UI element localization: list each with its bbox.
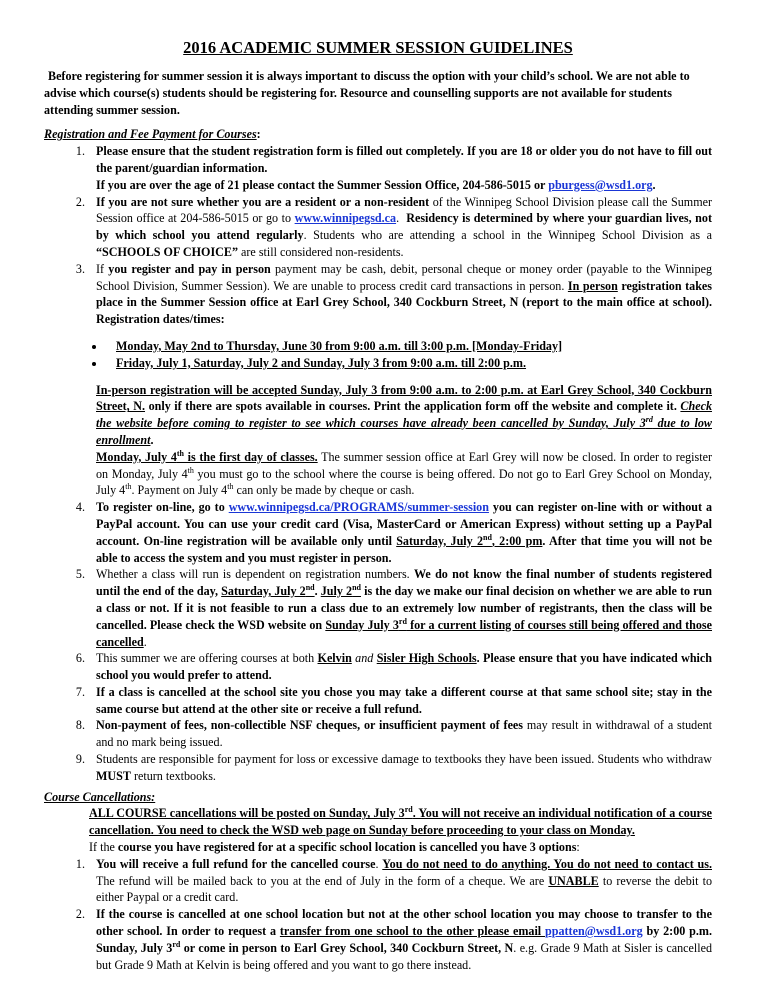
page-title: 2016 ACADEMIC SUMMER SESSION GUIDELINES — [183, 38, 573, 57]
list-item: 5. Whether a class will run is dependent on registration numbers. We do not know the final number of students registered until the end of the day, Saturday, July 2nd. July 2nd is the day we make our final decision on whether we are able to run a class or not. If it is not feasible to run a class due to an extremely low number of registrants, then the class will be cancelled. Please check the WSD website on Sunday July 3rd for a current listing of courses still being offered and those cancelled. — [88, 566, 712, 650]
item-9-a: Students are responsible for payment for loss or excessive damage to textbooks they have been issued. Students who withdraw — [96, 752, 712, 767]
cancellation-notice: ALL COURSE cancellations will be posted on Sunday, July 3rd. You will not receive an individual notification of a course cancellation. You need to check the WSD web page on Sunday before proceeding to your class on Monday. — [89, 805, 712, 838]
first-day-note: Monday, July 4th is the first day of classes. — [96, 448, 318, 464]
item-8-b: may result in withdrawal of a student and no mark being issued. — [96, 718, 712, 750]
in-person-note: In-person registration will be accepted Sunday, July 3 from 9:00 a.m. to 2:00 p.m. at Earl Grey School, 340 Cockburn Street, N. only if there are spots available in courses. Print the application form off the website and complete it. Check the website before coming to register to see which courses have already been cancelled by Sunday, July 3rd due to low enrollment. Monday, July 4th is the first day of classes. The summer session office at Earl Grey will now be closed. In order to register on Monday, July 4th you must go to the school where the course is being offered. Do not go to Earl Grey School on Monday, July 4th. Payment on July 4th can only be made by cheque or cash. — [96, 382, 712, 498]
list-item — [88, 684, 712, 718]
item-5-f: is the day we make our final decision on whether we are able to run a class or not. If it is not feasible to run a class due to an extremely low number of registrants, then the class will be cancelled. Please check the WSD website on — [96, 584, 712, 632]
item-8-a: Non-payment of fees, non-collectible NSF cheques, or insufficient payment of fees — [96, 718, 524, 733]
registration-heading: Registration and Fee Payment for Courses — [44, 127, 257, 142]
item-9-b: MUST — [96, 768, 131, 783]
list-item — [88, 751, 712, 785]
kelvin-school: Kelvin — [317, 651, 352, 666]
item-6-a: This summer we are offering courses at both — [96, 651, 318, 666]
in-person-b: only if there are spots available in courses. Print the application form off the website and complete it. — [145, 399, 681, 414]
cancellation-options — [44, 856, 712, 974]
item-2-residency: Residency is determined by where your guardian lives, not by which school you attend regularly — [96, 211, 712, 243]
list-item — [88, 717, 712, 751]
item-2-text-b: . Students who are attending a school in the Winnipeg School Division as a — [303, 228, 712, 243]
item-6-e: . Please ensure that you have indicated which school you would prefer to attend. — [96, 651, 712, 683]
item-4-b: you can register on-line with or without a PayPal account. You can use your credit card (Visa, MasterCard or American Express) without setting up a PayPal account. On-line registration will be available only until — [96, 500, 712, 548]
item-7: If a class is cancelled at the school site you chose you may take a different course at that same school site; stay in the same course but attend at the other site or receive a full refund. — [96, 684, 712, 716]
item-1-text: Please ensure that the student registration form is filled out completely. If you are 18 or older you do not have to fill out the parent/guardian information. — [96, 144, 712, 175]
item-2-text-c: are still considered non-residents. — [238, 244, 404, 259]
date-range-2: • Friday, July 1, Saturday, July 2 and Sunday, July 3 from 9:00 a.m. till 2:00 p.m. — [106, 355, 712, 372]
item-3-a: If — [96, 261, 109, 276]
item-5-a: Whether a class will run is dependent on registration numbers. — [96, 567, 414, 582]
item-3-c: payment may be cash, debit, personal cheque or money order (payable to the Winnipeg School Division, Summer Session). We are unable to process credit card transactions in person. — [96, 261, 712, 293]
website-link[interactable]: www.winnipegsd.ca — [294, 211, 397, 226]
summer-session-link[interactable]: www.winnipegsd.ca/PROGRAMS/summer-session — [228, 500, 489, 515]
item-3-b: you register and pay in person — [108, 261, 271, 276]
item-4-a: To register on-line, go to — [96, 500, 229, 515]
first-day-d: can only be made by cheque or cash. — [233, 483, 415, 498]
registration-dates — [44, 338, 712, 372]
list-item — [88, 499, 712, 566]
in-person-a: In-person registration will be accepted Sunday, July 3 from 9:00 a.m. to 2:00 p.m. at Earl Grey School, 340 Cockburn Street, N. — [96, 382, 712, 414]
online-deadline: Saturday, July 2nd, 2:00 pm — [396, 532, 543, 548]
item-2-text: of the Winnipeg School Division please call the Summer Session office at 204-586-5015 or go to — [96, 194, 712, 226]
in-person-c: Check the website before coming to register to see which courses have already been cancelled by Sunday, July 3rd due to low enrollment — [96, 399, 712, 447]
list-item: 1. Please ensure that the student registration form is filled out completely. If you are 18 or older you do not have to fill out the parent/guardian information. If you are over the age of 21 please contact the Summer Session Office, 204-586-5015 or pburgess@wsd1.org. — [88, 143, 712, 193]
list-item: 2. If the course is cancelled at one school location but not at the other school location you may choose to transfer to the other school. In order to request a transfer from one school to the other please email ppatten@wsd1.org by 2:00 p.m. Sunday, July 3rd or come in person to Earl Grey School, 340 Cockburn Street, N. e.g. Grade 9 Math at Sisler is cancelled but Grade 9 Math at Kelvin is being offered and you want to go there instead. — [88, 906, 712, 973]
email-link-ppatten[interactable]: ppatten@wsd1.org — [545, 924, 643, 939]
list-item: 1. You will receive a full refund for the cancelled course. You do not need to do anything. You do not need to contact us. The refund will be mailed back to you at the end of July in the form of a cheque. We are UNABLE to reverse the debit to either Paypal or a credit card. — [88, 856, 712, 906]
registration-section: Registration and Fee Payment for Courses: — [44, 127, 261, 142]
item-5-b: We do not know the final number of students registered until the end of the day, — [96, 567, 712, 599]
first-day-c: . Payment on July 4 — [131, 483, 228, 498]
list-item — [88, 261, 712, 328]
email-link-pburgess[interactable]: pburgess@wsd1.org — [548, 177, 653, 192]
list-item: 2. If you are not sure whether you are a resident or a non-resident of the Winnipeg School Division please call the Summer Session office at 204-586-5015 or go to www.winnipegsd.ca. Residency is determined by where your guardian lives, not by which school you attend regularly. Students who are attending a school in the Winnipeg School Division as a “SCHOOLS OF CHOICE” are still considered non-residents. — [88, 194, 712, 261]
item-3-d: In person — [567, 278, 618, 293]
registration-list-continued — [44, 499, 712, 785]
list-item: 6. This summer we are offering courses at both Kelvin and Sisler High Schools. Please ensure that you have indicated which school you would prefer to attend. — [88, 650, 712, 684]
item-9-c: return textbooks. — [130, 768, 216, 783]
item-4-e: . After that time you will not be able to access the system and you must register in person. — [96, 533, 713, 565]
item-3-e: registration takes place in the Summer Session office at Earl Grey School, 340 Cockburn Street, N (report to the main office at school). Registration dates/times: — [96, 278, 712, 327]
cancellations-body — [44, 805, 712, 855]
item-1-contact: If you are over the age of 21 please contact the Summer Session Office, 204-586-5015 or — [96, 177, 549, 192]
cancellations-section — [44, 789, 712, 806]
first-day-b: you must go to the school where the course is being offered. Do not go to Earl Grey School on Monday, July 4 — [96, 466, 712, 498]
options-intro: If the course you have registered for at a specific school location is cancelled you have 3 options: — [89, 840, 580, 855]
schools-of-choice: “SCHOOLS OF CHOICE” — [96, 244, 239, 259]
cancellations-heading: Course Cancellations: — [44, 789, 156, 804]
date-range-1: • Monday, May 2nd to Thursday, June 30 from 9:00 a.m. till 3:00 p.m. [Monday-Friday] — [106, 338, 712, 355]
first-day-a: The summer session office at Earl Grey will now be closed. In order to register on Monday, July 4 — [96, 449, 712, 481]
item-2-lead: If you are not sure whether you are a resident or a non-resident — [96, 194, 430, 209]
registration-list — [44, 143, 712, 328]
sisler-school: Sisler High Schools — [376, 651, 477, 666]
intro-paragraph: Before registering for summer session it is always important to discuss the option with your child’s school. We are not able to advise which course(s) students should be registering for. Resource and counselling supports are not available for students attending summer session. — [44, 69, 690, 117]
